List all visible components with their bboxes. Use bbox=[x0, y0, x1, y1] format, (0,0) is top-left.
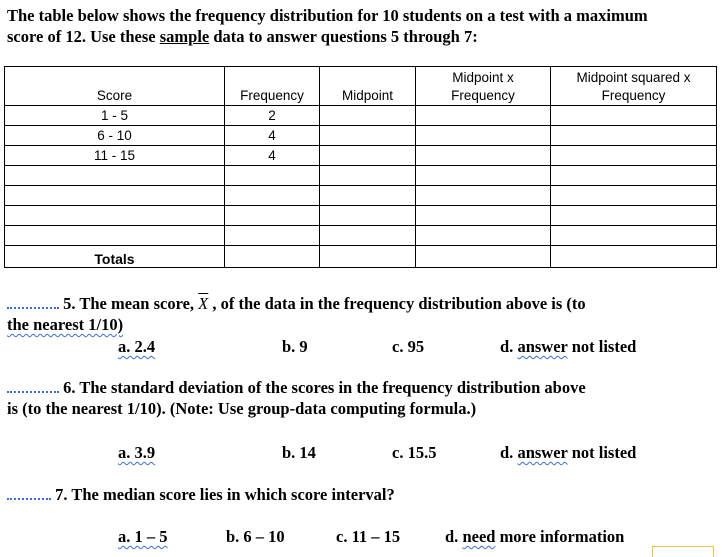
q5-choice-c[interactable] bbox=[392, 337, 424, 357]
midpoint-cell[interactable] bbox=[320, 106, 416, 126]
midpoint-sq-cell[interactable] bbox=[551, 126, 717, 146]
table-row-empty bbox=[5, 186, 717, 206]
q6-choice-d-post: not listed bbox=[567, 443, 637, 462]
empty-cell[interactable] bbox=[225, 166, 320, 186]
intro-text-1: The table below shows the frequency distribution for 10 students on a test with a maximum bbox=[7, 6, 648, 25]
q5-choice-d-pre: d. bbox=[500, 337, 518, 356]
empty-cell[interactable] bbox=[416, 186, 551, 206]
intro-text-2b: data to answer questions 5 through 7: bbox=[209, 27, 478, 46]
totals-midpoint-sq-cell[interactable] bbox=[551, 246, 717, 268]
empty-cell[interactable] bbox=[5, 206, 225, 226]
q6-choice-b-text: b. 14 bbox=[282, 443, 316, 462]
table-row bbox=[5, 126, 717, 146]
q7-choice-d-pre: d. bbox=[445, 527, 463, 546]
answer-blank-7[interactable] bbox=[7, 497, 51, 500]
q5-text-post: , of the data in the frequency distribution above is (to bbox=[208, 294, 586, 313]
table-row bbox=[5, 146, 717, 166]
empty-cell[interactable] bbox=[416, 206, 551, 226]
table-header-row bbox=[5, 67, 717, 106]
score-cell: 6 - 10 bbox=[5, 126, 225, 146]
q6-choice-d-answer: answer bbox=[517, 443, 568, 462]
sample-word: sample bbox=[159, 27, 210, 46]
empty-cell[interactable] bbox=[320, 226, 416, 246]
table-row-empty bbox=[5, 166, 717, 186]
q6-choice-c-text: c. 15.5 bbox=[392, 443, 437, 462]
empty-cell[interactable] bbox=[551, 226, 717, 246]
empty-cell[interactable] bbox=[225, 226, 320, 246]
q5-choice-d-post: not listed bbox=[567, 337, 637, 356]
header-midpoint-x-freq-line2: Frequency bbox=[451, 88, 515, 103]
midpoint-cell[interactable] bbox=[320, 146, 416, 166]
q7-choice-c[interactable] bbox=[336, 527, 400, 547]
q7-choice-c-text: c. 11 – 15 bbox=[336, 527, 401, 546]
q5-choice-b-text: b. 9 bbox=[282, 337, 308, 356]
header-midpoint-x-freq-line1: Midpoint x bbox=[452, 70, 514, 85]
empty-cell[interactable] bbox=[5, 166, 225, 186]
score-cell: 11 - 15 bbox=[5, 146, 225, 166]
question-5-line-1 bbox=[7, 294, 586, 314]
q5-choice-a[interactable] bbox=[118, 337, 155, 357]
header-midpoint-sq-line1: Midpoint squared x bbox=[576, 70, 691, 85]
q7-choice-b[interactable] bbox=[226, 527, 285, 547]
q7-choice-d-post: more information bbox=[495, 527, 625, 546]
frequency-table bbox=[4, 66, 717, 268]
answer-blank-6[interactable] bbox=[7, 390, 59, 393]
header-midpoint-x-frequency bbox=[416, 67, 551, 106]
table-row-empty bbox=[5, 226, 717, 246]
score-cell: 1 - 5 bbox=[5, 106, 225, 126]
q5-text-pre: 5. The mean score, bbox=[63, 294, 199, 313]
intro-line-1 bbox=[7, 5, 648, 26]
empty-cell[interactable] bbox=[5, 186, 225, 206]
question-7 bbox=[7, 485, 395, 505]
empty-cell[interactable] bbox=[551, 186, 717, 206]
empty-cell[interactable] bbox=[416, 166, 551, 186]
q5-choice-d[interactable] bbox=[500, 337, 636, 357]
header-score: Score bbox=[5, 67, 225, 106]
q5-choice-a-text: a. 2.4 bbox=[118, 337, 156, 356]
empty-cell[interactable] bbox=[320, 186, 416, 206]
q5-choice-c-text: c. 95 bbox=[392, 337, 425, 356]
q7-choice-d[interactable] bbox=[445, 527, 624, 547]
empty-cell[interactable] bbox=[225, 186, 320, 206]
table-row-empty bbox=[5, 206, 717, 226]
q6-text-1: 6. The standard deviation of the scores in the frequency distribution above bbox=[63, 378, 586, 397]
q5-line-2-text: the nearest 1/10) bbox=[7, 315, 124, 334]
question-6-line-1 bbox=[7, 378, 586, 398]
q7-choice-b-text: b. 6 – 10 bbox=[226, 527, 285, 546]
frequency-cell: 4 bbox=[225, 126, 320, 146]
midpoint-sq-cell[interactable] bbox=[551, 106, 717, 126]
q6-choice-d-pre: d. bbox=[500, 443, 518, 462]
q6-choice-a[interactable] bbox=[118, 443, 155, 463]
midpoint-x-freq-cell[interactable] bbox=[416, 106, 551, 126]
midpoint-sq-cell[interactable] bbox=[551, 146, 717, 166]
header-midpoint: Midpoint bbox=[320, 67, 416, 106]
empty-cell[interactable] bbox=[320, 206, 416, 226]
totals-midpoint-cell[interactable] bbox=[320, 246, 416, 268]
totals-row bbox=[5, 246, 717, 268]
totals-midpoint-x-freq-cell[interactable] bbox=[416, 246, 551, 268]
header-frequency: Frequency bbox=[225, 67, 320, 106]
question-6-line-2 bbox=[7, 399, 476, 419]
totals-label: Totals bbox=[5, 246, 225, 268]
table-row bbox=[5, 106, 717, 126]
x-bar-symbol: $\overline{X}$ bbox=[198, 294, 209, 313]
empty-cell[interactable] bbox=[320, 166, 416, 186]
q7-text: 7. The median score lies in which score interval? bbox=[55, 485, 395, 504]
frequency-cell: 4 bbox=[225, 146, 320, 166]
frequency-cell: 2 bbox=[225, 106, 320, 126]
midpoint-x-freq-cell[interactable] bbox=[416, 146, 551, 166]
q6-choice-c[interactable] bbox=[392, 443, 436, 463]
question-5-line-2 bbox=[7, 315, 123, 335]
empty-cell[interactable] bbox=[551, 206, 717, 226]
empty-cell[interactable] bbox=[225, 206, 320, 226]
header-midpoint-squared bbox=[551, 67, 717, 106]
midpoint-x-freq-cell[interactable] bbox=[416, 126, 551, 146]
q5-choice-b[interactable] bbox=[282, 337, 308, 357]
q7-choice-d-need: need bbox=[462, 527, 496, 546]
q7-choice-a[interactable] bbox=[118, 527, 168, 547]
answer-blank-5[interactable] bbox=[7, 306, 59, 309]
q6-choice-b[interactable] bbox=[282, 443, 316, 463]
q6-choice-a-text: a. 3.9 bbox=[118, 443, 156, 462]
empty-cell[interactable] bbox=[5, 226, 225, 246]
q6-choice-d[interactable] bbox=[500, 443, 636, 463]
midpoint-cell[interactable] bbox=[320, 126, 416, 146]
empty-cell[interactable] bbox=[416, 226, 551, 246]
empty-cell[interactable] bbox=[551, 166, 717, 186]
header-midpoint-sq-line2: Frequency bbox=[601, 88, 666, 103]
intro-text-2a: score of 12. Use these bbox=[7, 27, 160, 46]
q5-choice-d-answer: answer bbox=[517, 337, 568, 356]
q7-choice-a-text: a. 1 – 5 bbox=[118, 527, 168, 546]
q6-text-2: is (to the nearest 1/10). (Note: Use group-data computing formula.) bbox=[7, 399, 477, 418]
totals-frequency-cell[interactable] bbox=[225, 246, 320, 268]
intro-line-2 bbox=[7, 26, 478, 47]
